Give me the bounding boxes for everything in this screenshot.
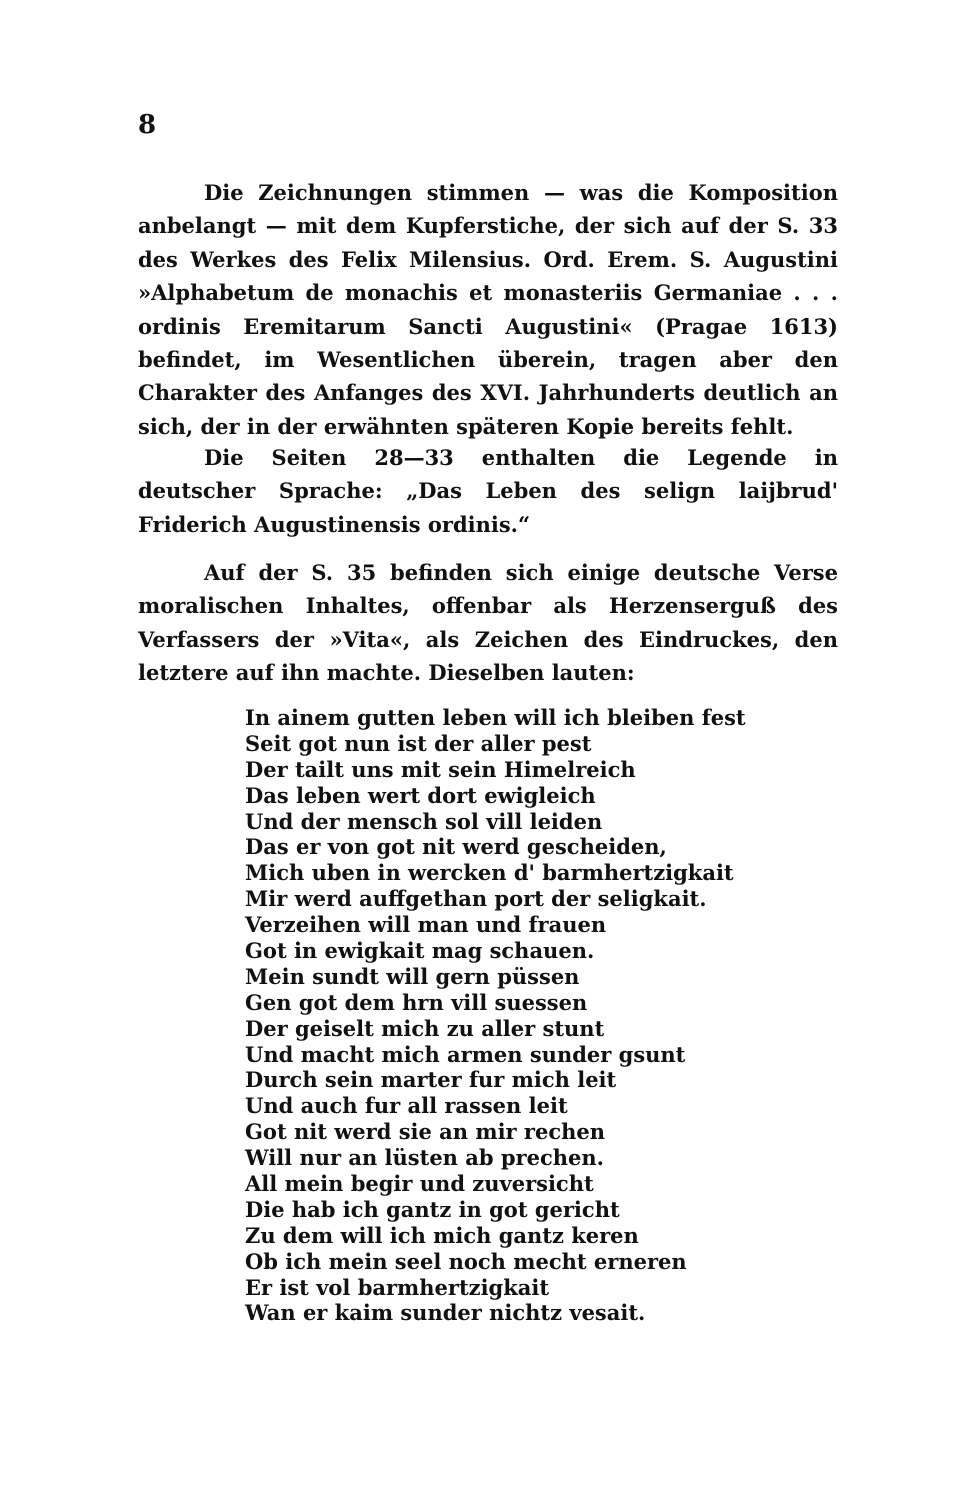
verse-line: Mir werd auffgethan port der seligkait. — [245, 886, 707, 912]
verse-line: All mein begir und zuversicht — [245, 1171, 594, 1197]
paragraph-verses-intro: Auf der S. 35 befinden sich einige deutsche Verse moralischen Inhaltes, offenbar als Herzenserguß des Verfassers der »Vita«, als Zeichen des Eindruckes, den letztere auf ihn machte. Dieselben lauten: — [138, 560, 838, 686]
verse-line: Er ist vol barmhertzigkait — [245, 1274, 550, 1300]
paragraph-legend: Die Seiten 28—33 enthalten die Legende in deutscher Sprache: „Das Leben des selign laijbrud' Friderich Augustinensis ordinis.“ — [138, 445, 838, 537]
verse-line: Die hab ich gantz in got gericht — [245, 1196, 620, 1222]
verse-line: Und der mensch sol vill leiden — [245, 808, 603, 834]
verse-line: Verzeihen will man und frauen — [245, 912, 607, 938]
verse-line: Mich uben in wercken d' barmhertzigkait — [245, 860, 734, 886]
verse-line: Got in ewigkait mag schauen. — [245, 938, 595, 964]
verse-line: Seit got nun ist der aller pest — [245, 730, 592, 756]
verse-line: Und macht mich armen sunder gsunt — [245, 1041, 686, 1067]
verse-line: Durch sein marter fur mich leit — [245, 1067, 617, 1093]
page-number: 8 — [138, 110, 157, 140]
verse-line: Will nur an lüsten ab prechen. — [245, 1145, 604, 1171]
verse-line: Und auch fur all rassen leit — [245, 1093, 568, 1119]
verse-line: Der tailt uns mit sein Himelreich — [245, 756, 636, 782]
verse-line: Das leben wert dort ewigleich — [245, 782, 596, 808]
verse-line: Ob ich mein seel noch mecht erneren — [245, 1248, 687, 1274]
verse-line: Wan er kaim sunder nichtz vesait. — [245, 1300, 646, 1326]
verse-line: Mein sundt will gern püssen — [245, 963, 580, 989]
verse-line: Gen got dem hrn vill suessen — [245, 989, 588, 1015]
verse-line: Das er von got nit werd gescheiden, — [245, 834, 667, 860]
verse-block — [245, 705, 765, 1326]
verse-line: Zu dem will ich mich gantz keren — [245, 1222, 639, 1248]
paragraph-drawings: Die Zeichnungen stimmen — was die Komposition anbelangt — mit dem Kupferstiche, der sich auf der S. 33 des Werkes des Felix Milensius. Ord. Erem. S. Augustini »Alphabetum de monachis et monasteriis Germaniae . . . ordinis Eremitarum Sancti Augustini« (Pragae 1613) befindet, im Wesentlichen überein, tragen aber den Charakter des Anfanges des XVI. Jahrhunderts deutlich an sich, der in der erwähnten späteren Kopie bereits fehlt. — [138, 180, 838, 439]
verse-line: Der geiselt mich zu aller stunt — [245, 1015, 605, 1041]
verse-line: In ainem gutten leben will ich bleiben fest — [245, 705, 746, 730]
verse-line: Got nit werd sie an mir rechen — [245, 1119, 606, 1145]
